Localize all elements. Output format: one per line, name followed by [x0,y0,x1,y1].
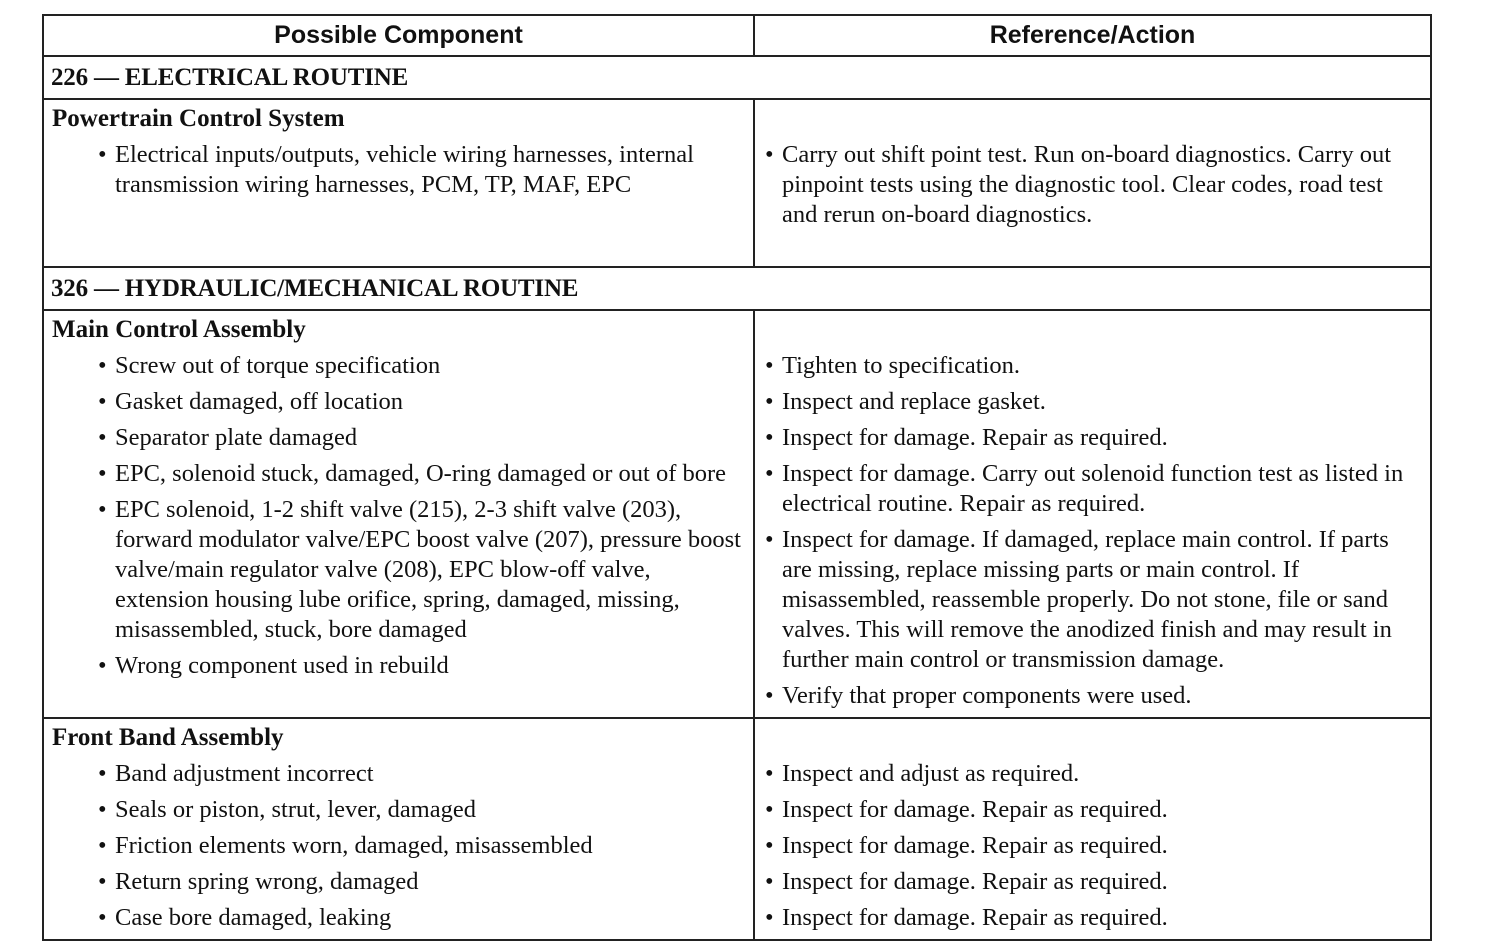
component-cell [44,310,754,718]
action-list [765,140,1424,230]
diagnostic-table-sheet [42,14,1432,941]
list-item: • Seals or piston, strut, lever, damaged [98,795,743,825]
list-item: • Inspect for damage. Repair as required. [765,831,1424,861]
group-title: Powertrain Control System [52,105,345,132]
list-item: • Carry out shift point test. Run on-board diagnostics. Carry out pinpoint tests using the diagnostic tool. Clear codes, road test and rerun on-board diagnostics. [765,140,1424,230]
list-item: • EPC, solenoid stuck, damaged, O-ring damaged or out of bore [98,459,743,489]
list-item: • Return spring wrong, damaged [98,867,743,897]
list-item: • Inspect for damage. If damaged, replace main control. If parts are missing, replace missing parts or main control. If misassembled, reassemble properly. Do not stone, file or sand valves. This will remove the anodized finish and may result in further main control or transmission damage. [765,525,1424,675]
group-row-front-band [44,718,1430,939]
component-list [52,351,743,681]
list-item: • Inspect for damage. Repair as required. [765,423,1424,453]
list-item: • Inspect for damage. Repair as required. [765,795,1424,825]
list-item: • Inspect for damage. Repair as required. [765,867,1424,897]
list-item: • Tighten to specification. [765,351,1424,381]
component-cell [44,99,754,267]
group-row-powertrain [44,99,1430,267]
action-cell [754,99,1430,267]
action-cell [754,718,1430,939]
list-item: • Electrical inputs/outputs, vehicle wiring harnesses, internal transmission wiring harnesses, PCM, TP, MAF, EPC [98,140,743,200]
group-title: Main Control Assembly [52,316,306,343]
list-item: • Inspect for damage. Carry out solenoid function test as listed in electrical routine. Repair as required. [765,459,1424,519]
routine-title: 326 — HYDRAULIC/MECHANICAL ROUTINE [44,267,1430,310]
component-cell [44,718,754,939]
list-item: • Verify that proper components were used. [765,681,1424,711]
diagnostic-table [44,16,1430,939]
list-item: • Screw out of torque specification [98,351,743,381]
action-cell [754,310,1430,718]
list-item: • Case bore damaged, leaking [98,903,743,933]
table-header-row [44,16,1430,56]
list-item: • Inspect and replace gasket. [765,387,1424,417]
list-item: • Inspect and adjust as required. [765,759,1424,789]
action-list [765,351,1424,711]
action-list [765,759,1424,933]
list-item: • Separator plate damaged [98,423,743,453]
list-item: • EPC solenoid, 1-2 shift valve (215), 2-3 shift valve (203), forward modulator valve/EPC boost valve (207), pressure boost valve/main regulator valve (208), EPC blow-off valve, extension housing lube orifice, spring, damaged, missing, misassembled, stuck, bore damaged [98,495,743,645]
column-header-action: Reference/Action [754,16,1430,56]
column-header-component: Possible Component [44,16,754,56]
routine-row [44,267,1430,310]
group-row-main-control [44,310,1430,718]
list-item: • Band adjustment incorrect [98,759,743,789]
routine-title: 226 — ELECTRICAL ROUTINE [44,56,1430,99]
group-title: Front Band Assembly [52,724,284,751]
list-item: • Wrong component used in rebuild [98,651,743,681]
list-item: • Inspect for damage. Repair as required. [765,903,1424,933]
list-item: • Friction elements worn, damaged, misassembled [98,831,743,861]
component-list [52,759,743,933]
routine-row [44,56,1430,99]
list-item: • Gasket damaged, off location [98,387,743,417]
component-list [52,140,743,200]
